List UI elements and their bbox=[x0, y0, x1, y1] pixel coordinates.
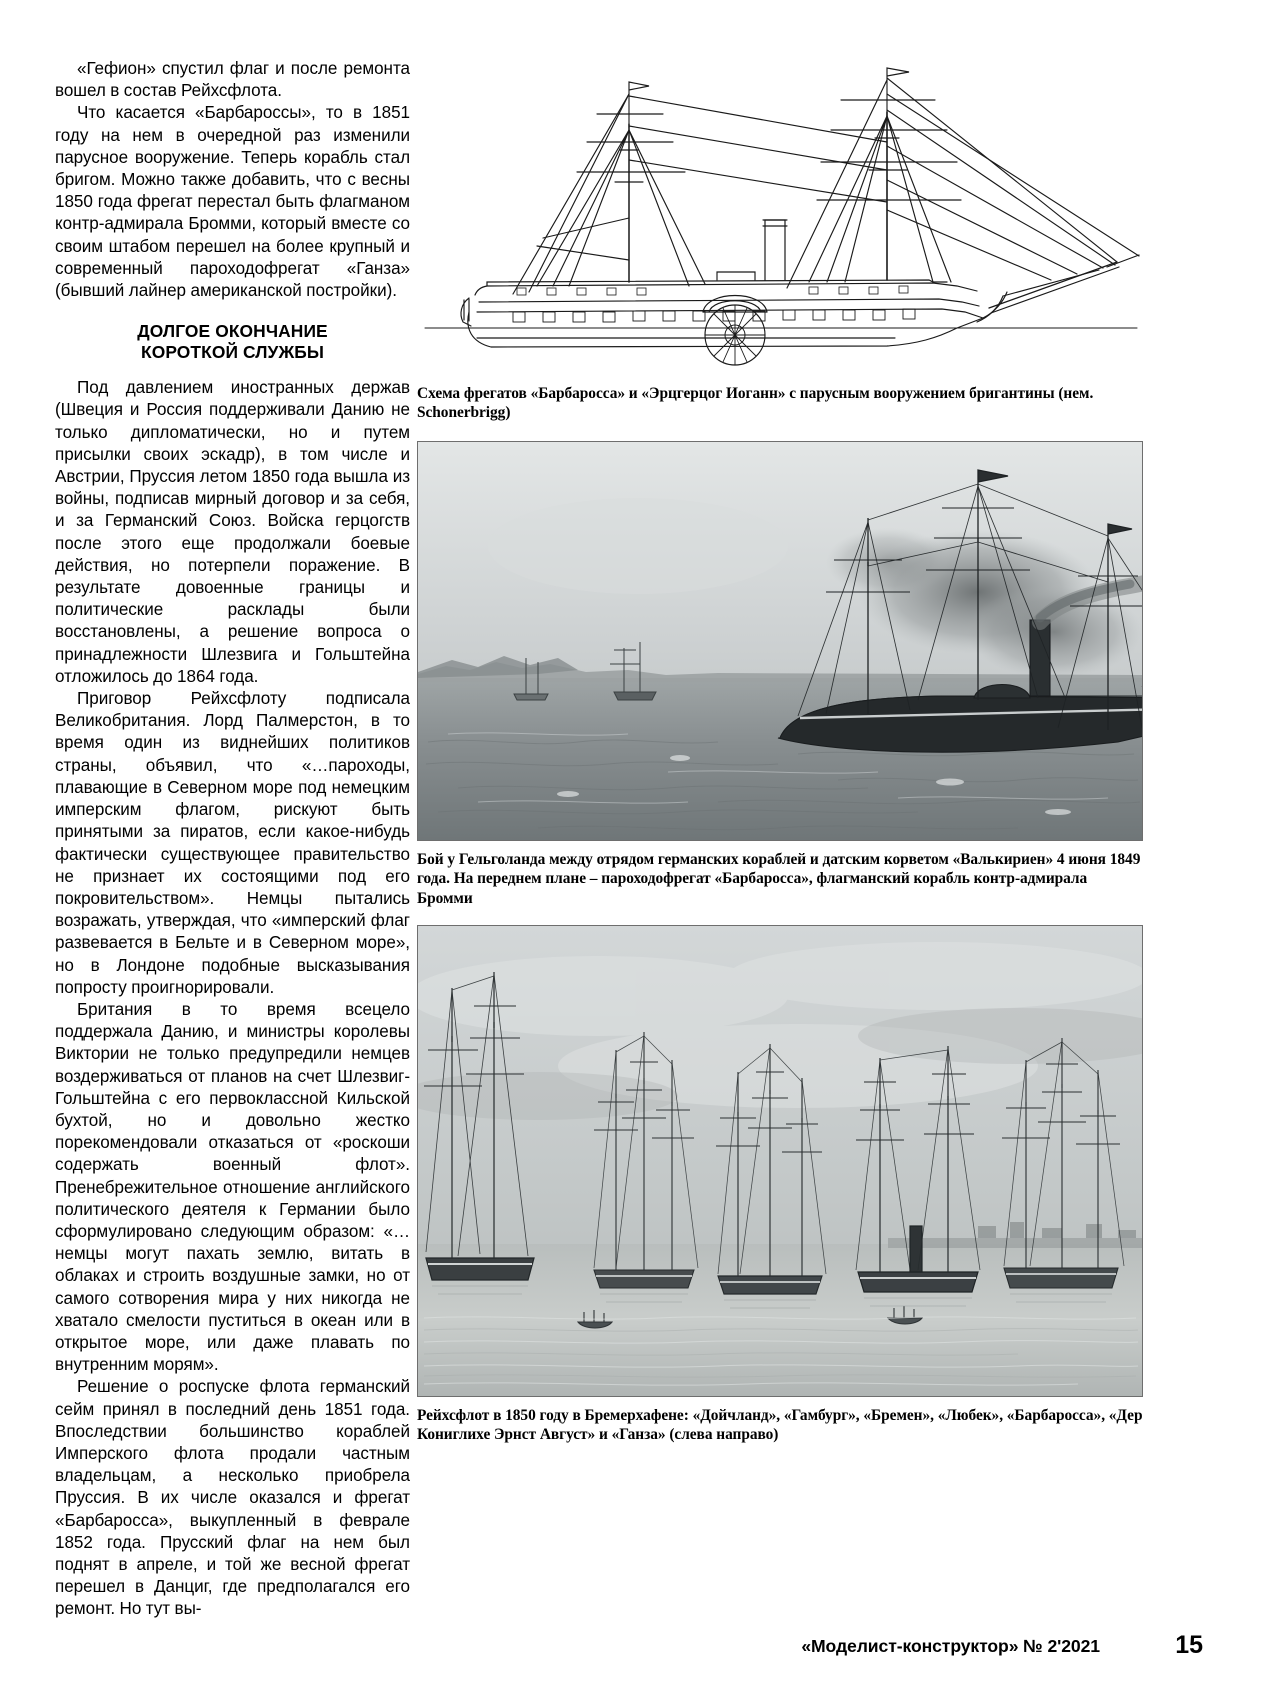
section-heading bbox=[55, 321, 410, 363]
figure-ship-schematic bbox=[417, 50, 1145, 375]
paragraph: «Гефион» спустил флаг и после ремонта вошел в состав Рейхсфлота. bbox=[55, 59, 410, 101]
section-heading-line-1: ДОЛГОЕ ОКОНЧАНИЕ bbox=[137, 321, 328, 342]
figure-column bbox=[417, 50, 1145, 1445]
figure-battle-heligoland bbox=[417, 441, 1143, 841]
paragraph: Под давлением иностранных держав (Швеция и Россия поддерживали Данию не только дипломатически, но и путем присылки своих эскадр), в том числе и Австрии, Пруссия летом 1850 года вышла из войны, подписав мирный договор и за себя, и за Германский Союз. Войска герцогств после этого еще продолжали боевые действия, но потерпели поражение. В результате довоенные границы и политические расклады были восстановлены, а решение вопроса о принадлежности Шлезвига и Гольштейна отложилось до 1864 года. bbox=[55, 378, 410, 686]
battle-scene-image bbox=[418, 442, 1142, 840]
paragraph: Приговор Рейхсфлоту подписала Великобритания. Лорд Палмерстон, в то время один из виднейших политиков страны, объявил, что «…пароходы, плавающие в Северном море под немецким имперским флагом, рискуют быть принятыми за пиратов, если какое-нибудь фактически существующее правительство не признает их состоящими под его покровительством». Немцы пытались возражать, утверждая, что «имперский флаг развевается в Бельте и в Северном море», но в Лондоне подобные высказывания попросту проигнорировали. bbox=[55, 689, 410, 997]
figure-reichsflotte-bremerhaven bbox=[417, 925, 1143, 1397]
fleet-scene-image bbox=[418, 926, 1142, 1396]
paragraph: Решение о роспуске флота германский сейм принял в последний день 1851 года. Впоследствии большинство кораблей Имперского флота продали частным владельцам, а несколько приобрела Пруссия. В их числе оказался и фрегат «Барбаросса», выкупленный в феврале 1852 года. Прусский флаг на нем был поднят в апреле, и той же весной фрегат перешел в Данциг, где предполагался его ремонт. Но тут вы- bbox=[55, 1377, 410, 1619]
ship-schematic-drawing bbox=[417, 50, 1145, 375]
page-footer bbox=[0, 1631, 1263, 1670]
figure-caption-schematic: Схема фрегатов «Барбаросса» и «Эрцгерцог Иоганн» с парусным вооружением бригантины (нем. Schonerbrigg) bbox=[417, 385, 1094, 422]
paragraph: Что касается «Барбароссы», то в 1851 году на нем в очередной раз изменили парусное вооружение. Теперь корабль стал бригом. Можно также добавить, что с весны 1850 года фрегат перестал быть флагманом контр-адмирала Бромми, который вместе со своим штабом перешел на более крупный и современный пароходофрегат «Ганза» (бывший лайнер американской постройки). bbox=[55, 103, 410, 301]
figure-caption-battle: Бой у Гельголанда между отрядом германских кораблей и датским корветом «Валькириен» 4 июня 1849 года. На переднем плане – пароходофрегат «Барбаросса», флагманский корабль контр-адмирала Бромми bbox=[417, 850, 1141, 907]
journal-issue-label: «Моделист-конструктор» № 2'2021 bbox=[801, 1636, 1100, 1656]
article-text-column bbox=[55, 58, 410, 1621]
section-heading-line-2: КОРОТКОЙ СЛУЖБЫ bbox=[140, 342, 325, 363]
paragraph: Британия в то время всецело поддержала Данию, и министры королевы Виктории не только предупредили немцев воздерживаться от планов на счет Шлезвиг-Гольштейна с его первоклассной Кильской бухтой, но и довольно жестко порекомендовали отказаться от «роскоши содержать военный флот». Пренебрежительное отношение английского политического деятеля к Германии было сформулировано следующим образом: «…немцы могут пахать землю, витать в облаках и строить воздушные замки, но от самого сотворения мира у них никогда не хватало смелости пуститься в океан или в открытое море, или даже плавать по внутренним морям». bbox=[55, 999, 410, 1375]
figure-caption-fleet: Рейхсфлот в 1850 году в Бремерхафене: «Дойчланд», «Гамбург», «Бремен», «Любек», «Барбаросса», «Дер Кониглихе Эрнст Август» и «Ганза» (слева направо) bbox=[417, 1407, 1143, 1444]
page-number: 15 bbox=[1175, 1631, 1203, 1659]
